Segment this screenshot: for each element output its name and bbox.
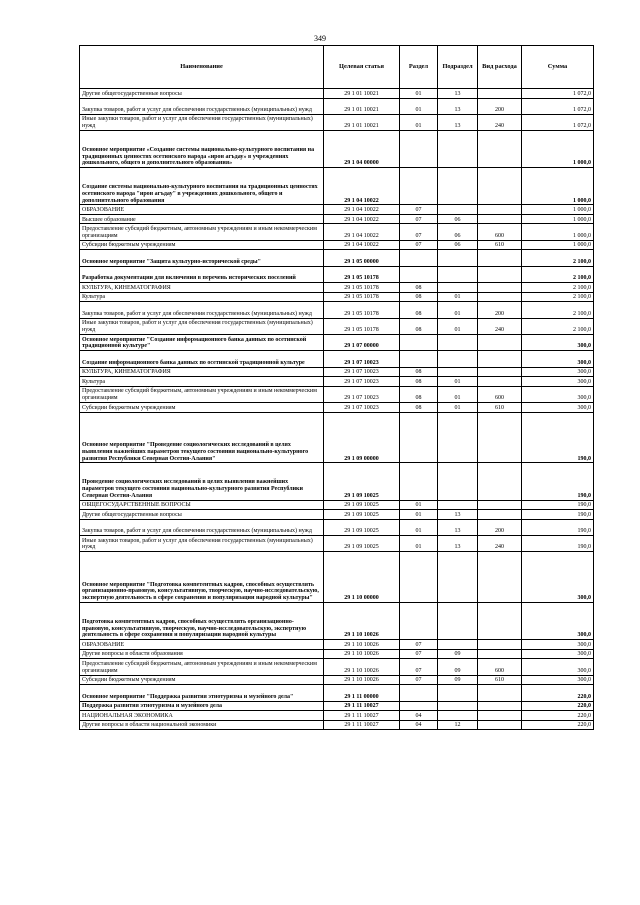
cell-sum: 190,0 bbox=[522, 500, 594, 510]
table-row bbox=[80, 224, 594, 240]
cell-name: ОБЩЕГОСУДАРСТВЕННЫЕ ВОПРОСЫ bbox=[80, 500, 324, 510]
cell-kind bbox=[478, 500, 522, 510]
cell-sum: 220,0 bbox=[522, 720, 594, 730]
cell-code: 29 1 01 10021 bbox=[324, 114, 400, 130]
cell-name: Культура bbox=[80, 377, 324, 387]
cell-code: 29 1 09 00000 bbox=[324, 412, 400, 463]
cell-code: 29 1 11 10027 bbox=[324, 701, 400, 711]
cell-sum: 300,0 bbox=[522, 675, 594, 685]
cell-name: Основное мероприятие "Защита культурно-исторической среды" bbox=[80, 250, 324, 266]
cell-section: 08 bbox=[400, 292, 438, 302]
cell-subsection: 06 bbox=[438, 214, 478, 224]
cell-section: 04 bbox=[400, 711, 438, 721]
table-row bbox=[80, 500, 594, 510]
table-row bbox=[80, 266, 594, 282]
table-row bbox=[80, 519, 594, 535]
cell-name: Субсидии бюджетным учреждениям bbox=[80, 675, 324, 685]
cell-section: 07 bbox=[400, 214, 438, 224]
cell-section: 08 bbox=[400, 302, 438, 318]
cell-code: 29 1 05 10178 bbox=[324, 292, 400, 302]
cell-subsection bbox=[438, 367, 478, 377]
table-row bbox=[80, 351, 594, 367]
header-subsection: Подраздел bbox=[438, 46, 478, 89]
cell-sum: 300,0 bbox=[522, 552, 594, 603]
cell-code: 29 1 09 10025 bbox=[324, 535, 400, 551]
table-row bbox=[80, 510, 594, 520]
cell-sum: 190,0 bbox=[522, 412, 594, 463]
cell-section bbox=[400, 250, 438, 266]
cell-name: Закупка товаров, работ и услуг для обеспечения государственных (муниципальных) нужд bbox=[80, 302, 324, 318]
cell-sum: 1 000,0 bbox=[522, 224, 594, 240]
cell-sum: 2 100,0 bbox=[522, 266, 594, 282]
cell-subsection: 06 bbox=[438, 224, 478, 240]
header-code: Целевая статья bbox=[324, 46, 400, 89]
cell-section bbox=[400, 334, 438, 350]
cell-name: Культура bbox=[80, 292, 324, 302]
cell-section: 07 bbox=[400, 675, 438, 685]
cell-name: Разработка документации для включения в перечень исторических поселений bbox=[80, 266, 324, 282]
table-row bbox=[80, 292, 594, 302]
table-row bbox=[80, 89, 594, 99]
table-row bbox=[80, 240, 594, 250]
cell-code: 29 1 10 00000 bbox=[324, 552, 400, 603]
cell-name: Подготовка компетентных кадров, способных осуществлять организационно-правовую, консультативную, творческую, научно-исследовательскую, экспертную деятельность в сфере сохранения и популяризации народной культуры bbox=[80, 603, 324, 640]
cell-name: НАЦИОНАЛЬНАЯ ЭКОНОМИКА bbox=[80, 711, 324, 721]
cell-name: Предоставление субсидий бюджетным, автономным учреждениям и иным некоммерческим организациям bbox=[80, 386, 324, 402]
cell-kind bbox=[478, 711, 522, 721]
cell-sum: 190,0 bbox=[522, 463, 594, 500]
cell-sum: 300,0 bbox=[522, 334, 594, 350]
cell-code: 29 1 04 00000 bbox=[324, 131, 400, 168]
table-row bbox=[80, 168, 594, 205]
cell-kind: 600 bbox=[478, 224, 522, 240]
cell-name: Другие общегосударственные вопросы bbox=[80, 89, 324, 99]
table-row bbox=[80, 283, 594, 293]
cell-sum: 300,0 bbox=[522, 367, 594, 377]
cell-name: Создание системы национально-культурного воспитания на традиционных ценностях осетинского народа "ирон агъдау" в учреждениях дошкольного, общего и дополнительного образования bbox=[80, 168, 324, 205]
cell-kind bbox=[478, 701, 522, 711]
cell-subsection bbox=[438, 500, 478, 510]
cell-kind bbox=[478, 334, 522, 350]
cell-subsection: 01 bbox=[438, 318, 478, 334]
cell-kind bbox=[478, 603, 522, 640]
cell-kind bbox=[478, 412, 522, 463]
cell-section: 01 bbox=[400, 519, 438, 535]
cell-kind bbox=[478, 131, 522, 168]
cell-code: 29 1 09 10025 bbox=[324, 500, 400, 510]
table-row bbox=[80, 131, 594, 168]
cell-name: Предоставление субсидий бюджетным, автономным учреждениям и иным некоммерческим организациям bbox=[80, 659, 324, 675]
cell-subsection: 13 bbox=[438, 89, 478, 99]
cell-section: 04 bbox=[400, 720, 438, 730]
cell-sum: 1 000,0 bbox=[522, 240, 594, 250]
cell-section: 01 bbox=[400, 500, 438, 510]
cell-subsection bbox=[438, 351, 478, 367]
cell-code: 29 1 05 10178 bbox=[324, 283, 400, 293]
cell-name: Иные закупки товаров, работ и услуг для обеспечения государственных (муниципальных) нужд bbox=[80, 114, 324, 130]
cell-kind: 200 bbox=[478, 302, 522, 318]
cell-kind bbox=[478, 283, 522, 293]
cell-kind bbox=[478, 266, 522, 282]
cell-subsection bbox=[438, 463, 478, 500]
cell-section bbox=[400, 463, 438, 500]
cell-kind: 600 bbox=[478, 659, 522, 675]
cell-subsection bbox=[438, 334, 478, 350]
table-row bbox=[80, 720, 594, 730]
cell-subsection: 01 bbox=[438, 403, 478, 413]
table-row bbox=[80, 659, 594, 675]
cell-code: 29 1 01 10021 bbox=[324, 98, 400, 114]
table-row bbox=[80, 463, 594, 500]
cell-subsection: 13 bbox=[438, 114, 478, 130]
cell-kind bbox=[478, 685, 522, 701]
cell-section bbox=[400, 351, 438, 367]
cell-section: 01 bbox=[400, 89, 438, 99]
cell-subsection bbox=[438, 250, 478, 266]
cell-section: 07 bbox=[400, 205, 438, 215]
cell-sum: 220,0 bbox=[522, 711, 594, 721]
header-sum: Сумма bbox=[522, 46, 594, 89]
cell-subsection bbox=[438, 168, 478, 205]
cell-code: 29 1 05 00000 bbox=[324, 250, 400, 266]
cell-name: Субсидии бюджетным учреждениям bbox=[80, 403, 324, 413]
cell-code: 29 1 11 00000 bbox=[324, 685, 400, 701]
cell-name: Основное мероприятие «Создание системы национально-культурного воспитания на традиционных ценностях осетинского народа «ирон агъдау» в учреждениях дошкольного, общего и дополнительного образования» bbox=[80, 131, 324, 168]
cell-code: 29 1 09 10025 bbox=[324, 510, 400, 520]
cell-kind: 610 bbox=[478, 403, 522, 413]
cell-name: Высшее образование bbox=[80, 214, 324, 224]
header-section: Раздел bbox=[400, 46, 438, 89]
cell-sum: 1 072,0 bbox=[522, 89, 594, 99]
table-row bbox=[80, 403, 594, 413]
table-row bbox=[80, 114, 594, 130]
table-body bbox=[80, 89, 594, 730]
cell-sum: 2 100,0 bbox=[522, 292, 594, 302]
header-kind: Вид расхода bbox=[478, 46, 522, 89]
cell-subsection bbox=[438, 205, 478, 215]
cell-subsection bbox=[438, 701, 478, 711]
cell-name: Создание информационного банка данных по осетинской традиционной культуре bbox=[80, 351, 324, 367]
table-row bbox=[80, 318, 594, 334]
cell-subsection: 01 bbox=[438, 386, 478, 402]
cell-code: 29 1 07 10023 bbox=[324, 351, 400, 367]
cell-code: 29 1 04 10022 bbox=[324, 205, 400, 215]
table-row bbox=[80, 552, 594, 603]
cell-section: 07 bbox=[400, 659, 438, 675]
cell-section: 08 bbox=[400, 318, 438, 334]
cell-code: 29 1 11 10027 bbox=[324, 720, 400, 730]
cell-subsection: 01 bbox=[438, 302, 478, 318]
cell-kind: 200 bbox=[478, 98, 522, 114]
cell-subsection: 01 bbox=[438, 377, 478, 387]
cell-section bbox=[400, 685, 438, 701]
table-row bbox=[80, 302, 594, 318]
cell-sum: 2 100,0 bbox=[522, 283, 594, 293]
cell-kind bbox=[478, 377, 522, 387]
cell-sum: 300,0 bbox=[522, 386, 594, 402]
cell-sum: 300,0 bbox=[522, 649, 594, 659]
cell-section: 01 bbox=[400, 535, 438, 551]
cell-name: КУЛЬТУРА, КИНЕМАТОГРАФИЯ bbox=[80, 283, 324, 293]
cell-name: Иные закупки товаров, работ и услуг для обеспечения государственных (муниципальных) нужд bbox=[80, 318, 324, 334]
cell-name: Закупка товаров, работ и услуг для обеспечения государственных (муниципальных) нужд bbox=[80, 98, 324, 114]
table-row bbox=[80, 250, 594, 266]
table-row bbox=[80, 603, 594, 640]
cell-name: Иные закупки товаров, работ и услуг для обеспечения государственных (муниципальных) нужд bbox=[80, 535, 324, 551]
page-number: 349 bbox=[314, 34, 326, 43]
cell-kind: 240 bbox=[478, 318, 522, 334]
cell-code: 29 1 09 10025 bbox=[324, 519, 400, 535]
cell-subsection bbox=[438, 552, 478, 603]
cell-sum: 1 072,0 bbox=[522, 98, 594, 114]
cell-code: 29 1 05 10178 bbox=[324, 302, 400, 318]
cell-kind: 240 bbox=[478, 535, 522, 551]
cell-section bbox=[400, 603, 438, 640]
cell-section bbox=[400, 168, 438, 205]
cell-section bbox=[400, 131, 438, 168]
table-row bbox=[80, 535, 594, 551]
table-row bbox=[80, 334, 594, 350]
table-row bbox=[80, 386, 594, 402]
table-header-row bbox=[80, 46, 594, 89]
cell-section: 08 bbox=[400, 367, 438, 377]
cell-section: 08 bbox=[400, 386, 438, 402]
cell-sum: 300,0 bbox=[522, 351, 594, 367]
cell-code: 29 1 04 10022 bbox=[324, 214, 400, 224]
table-row bbox=[80, 98, 594, 114]
table-row bbox=[80, 640, 594, 650]
cell-subsection: 09 bbox=[438, 659, 478, 675]
cell-kind bbox=[478, 720, 522, 730]
cell-name: Проведение социологических исследований в целях выявления важнейших параметров текущего состояния национально-культурного развития Республики Северная Осетия-Алания bbox=[80, 463, 324, 500]
cell-name: Основное мероприятие "Подготовка компетентных кадров, способных осуществлять организационно-правовую, консультативную, творческую, научно-исследовательскую, экспертную деятельность в сфере сохранения и популяризации народной культуры" bbox=[80, 552, 324, 603]
cell-kind: 600 bbox=[478, 386, 522, 402]
cell-kind: 610 bbox=[478, 240, 522, 250]
cell-kind bbox=[478, 367, 522, 377]
cell-code: 29 1 09 10025 bbox=[324, 463, 400, 500]
table-row bbox=[80, 701, 594, 711]
table-row bbox=[80, 685, 594, 701]
cell-code: 29 1 11 10027 bbox=[324, 711, 400, 721]
table-row bbox=[80, 367, 594, 377]
cell-kind bbox=[478, 292, 522, 302]
cell-section: 07 bbox=[400, 640, 438, 650]
cell-sum: 190,0 bbox=[522, 535, 594, 551]
cell-kind bbox=[478, 168, 522, 205]
cell-sum: 1 000,0 bbox=[522, 168, 594, 205]
cell-code: 29 1 07 10023 bbox=[324, 403, 400, 413]
cell-section bbox=[400, 412, 438, 463]
cell-section bbox=[400, 266, 438, 282]
cell-kind bbox=[478, 351, 522, 367]
cell-code: 29 1 05 10178 bbox=[324, 318, 400, 334]
cell-name: Закупка товаров, работ и услуг для обеспечения государственных (муниципальных) нужд bbox=[80, 519, 324, 535]
cell-kind bbox=[478, 640, 522, 650]
cell-sum: 300,0 bbox=[522, 640, 594, 650]
cell-sum: 220,0 bbox=[522, 685, 594, 701]
cell-kind bbox=[478, 214, 522, 224]
cell-sum: 190,0 bbox=[522, 519, 594, 535]
cell-section: 07 bbox=[400, 649, 438, 659]
cell-subsection bbox=[438, 603, 478, 640]
table-row bbox=[80, 214, 594, 224]
cell-section: 01 bbox=[400, 98, 438, 114]
cell-name: Другие общегосударственные вопросы bbox=[80, 510, 324, 520]
cell-code: 29 1 04 10022 bbox=[324, 240, 400, 250]
cell-section: 07 bbox=[400, 224, 438, 240]
cell-subsection bbox=[438, 412, 478, 463]
cell-sum: 300,0 bbox=[522, 603, 594, 640]
header-name: Наименование bbox=[80, 46, 324, 89]
cell-sum: 2 100,0 bbox=[522, 250, 594, 266]
cell-name: Основное мероприятие "Проведение социологических исследований в целях выявления важнейших параметров текущего состояния национально-культурного развития Республики Северная Осетия-Алания" bbox=[80, 412, 324, 463]
cell-code: 29 1 07 10023 bbox=[324, 386, 400, 402]
budget-table bbox=[79, 45, 594, 730]
cell-sum: 300,0 bbox=[522, 403, 594, 413]
cell-kind bbox=[478, 463, 522, 500]
cell-name: ОБРАЗОВАНИЕ bbox=[80, 205, 324, 215]
cell-section: 08 bbox=[400, 377, 438, 387]
cell-kind: 200 bbox=[478, 519, 522, 535]
cell-name: Субсидии бюджетным учреждениям bbox=[80, 240, 324, 250]
cell-subsection: 06 bbox=[438, 240, 478, 250]
cell-subsection bbox=[438, 131, 478, 168]
cell-kind bbox=[478, 205, 522, 215]
cell-name: Основное мероприятие "Создание информационного банка данных по осетинской традиционной культуре" bbox=[80, 334, 324, 350]
cell-kind: 610 bbox=[478, 675, 522, 685]
cell-sum: 300,0 bbox=[522, 377, 594, 387]
cell-name: Поддержка развития этнотуризма и музейного дела bbox=[80, 701, 324, 711]
cell-kind: 240 bbox=[478, 114, 522, 130]
cell-code: 29 1 07 10023 bbox=[324, 367, 400, 377]
cell-name: КУЛЬТУРА, КИНЕМАТОГРАФИЯ bbox=[80, 367, 324, 377]
cell-sum: 190,0 bbox=[522, 510, 594, 520]
cell-sum: 1 000,0 bbox=[522, 131, 594, 168]
cell-code: 29 1 05 10178 bbox=[324, 266, 400, 282]
cell-name: ОБРАЗОВАНИЕ bbox=[80, 640, 324, 650]
cell-section bbox=[400, 552, 438, 603]
table-row bbox=[80, 649, 594, 659]
cell-subsection: 13 bbox=[438, 519, 478, 535]
cell-subsection: 13 bbox=[438, 535, 478, 551]
cell-section: 08 bbox=[400, 283, 438, 293]
cell-code: 29 1 10 10026 bbox=[324, 675, 400, 685]
cell-name: Предоставление субсидий бюджетным, автономным учреждениям и иным некоммерческим организациям bbox=[80, 224, 324, 240]
cell-subsection: 01 bbox=[438, 292, 478, 302]
cell-sum: 300,0 bbox=[522, 659, 594, 675]
cell-name: Основное мероприятие "Поддержка развития этнотуризма и музейного дела" bbox=[80, 685, 324, 701]
cell-subsection bbox=[438, 283, 478, 293]
cell-section: 07 bbox=[400, 240, 438, 250]
cell-code: 29 1 01 10021 bbox=[324, 89, 400, 99]
cell-section: 01 bbox=[400, 510, 438, 520]
table-row bbox=[80, 205, 594, 215]
cell-sum: 2 100,0 bbox=[522, 318, 594, 334]
cell-code: 29 1 10 10026 bbox=[324, 649, 400, 659]
cell-code: 29 1 04 10022 bbox=[324, 224, 400, 240]
cell-section: 01 bbox=[400, 114, 438, 130]
cell-subsection bbox=[438, 266, 478, 282]
cell-subsection: 09 bbox=[438, 675, 478, 685]
cell-kind bbox=[478, 649, 522, 659]
cell-kind bbox=[478, 250, 522, 266]
cell-code: 29 1 10 10026 bbox=[324, 640, 400, 650]
cell-subsection bbox=[438, 685, 478, 701]
cell-kind bbox=[478, 89, 522, 99]
cell-sum: 1 000,0 bbox=[522, 205, 594, 215]
cell-sum: 1 000,0 bbox=[522, 214, 594, 224]
cell-sum: 2 100,0 bbox=[522, 302, 594, 318]
table-row bbox=[80, 711, 594, 721]
cell-kind bbox=[478, 510, 522, 520]
cell-subsection: 12 bbox=[438, 720, 478, 730]
cell-name: Другие вопросы в области образования bbox=[80, 649, 324, 659]
cell-section bbox=[400, 701, 438, 711]
cell-section: 08 bbox=[400, 403, 438, 413]
cell-subsection: 09 bbox=[438, 649, 478, 659]
cell-code: 29 1 07 10023 bbox=[324, 377, 400, 387]
cell-subsection: 13 bbox=[438, 510, 478, 520]
cell-code: 29 1 10 10026 bbox=[324, 659, 400, 675]
cell-subsection: 13 bbox=[438, 98, 478, 114]
cell-code: 29 1 10 10026 bbox=[324, 603, 400, 640]
cell-kind bbox=[478, 552, 522, 603]
cell-name: Другие вопросы в области национальной экономики bbox=[80, 720, 324, 730]
cell-code: 29 1 04 10022 bbox=[324, 168, 400, 205]
table-row bbox=[80, 675, 594, 685]
table-row bbox=[80, 412, 594, 463]
table-row bbox=[80, 377, 594, 387]
cell-subsection bbox=[438, 711, 478, 721]
cell-subsection bbox=[438, 640, 478, 650]
cell-sum: 220,0 bbox=[522, 701, 594, 711]
cell-sum: 1 072,0 bbox=[522, 114, 594, 130]
cell-code: 29 1 07 00000 bbox=[324, 334, 400, 350]
